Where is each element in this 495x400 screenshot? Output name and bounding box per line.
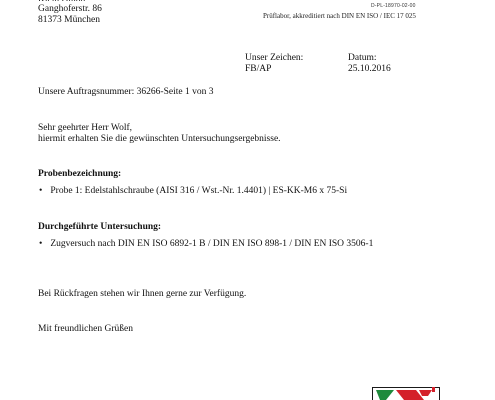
samples-heading: Probenbezeichnung: [38, 169, 122, 179]
test-item-text: Zugversuch nach DIN EN ISO 6892-1 B / DIN EN ISO 898-1 / DIN EN ISO 3506-1 [50, 239, 374, 249]
test-item [39, 239, 373, 250]
date-value: 25.10.2016 [348, 64, 391, 74]
order-number-line: Unsere Auftragsnummer: 36266-Seite 1 von 3 [38, 87, 214, 97]
logo-red-accent [419, 390, 432, 396]
salutation: Sehr geehrter Herr Wolf, [38, 123, 133, 133]
registration-number: D-PL-18970-02-00 [371, 3, 416, 9]
logo-red-tick [432, 387, 435, 392]
logo-green-shape [376, 390, 394, 400]
accreditation-line: Prüflabor, akkreditiert nach DIN EN ISO / IEC 17 025 [263, 12, 416, 20]
address-city: 81373 München [38, 15, 101, 25]
address-partial-line [38, 0, 85, 1]
company-logo [372, 387, 440, 400]
closing-line: Mit freundlichen Grüßen [38, 324, 133, 334]
sample-item-text: Probe 1: Edelstahlschraube (AISI 316 / Wst.-Nr. 1.4401) | ES-KK-M6 x 75-Si [50, 186, 348, 196]
address-street: Ganghoferstr. 86 [38, 4, 102, 14]
reference-value: FB/AP [245, 64, 272, 74]
reference-label: Unser Zeichen: [245, 53, 304, 63]
sample-item [39, 186, 347, 197]
tests-heading: Durchgeführte Untersuchung: [38, 222, 162, 232]
contact-note: Bei Rückfragen stehen wir Ihnen gerne zur Verfügung. [38, 289, 247, 299]
date-label: Datum: [348, 53, 377, 63]
intro-text: hiermit erhalten Sie die gewünschten Untersuchungsergebnisse. [38, 134, 281, 144]
address-partial-text [38, 0, 85, 1]
